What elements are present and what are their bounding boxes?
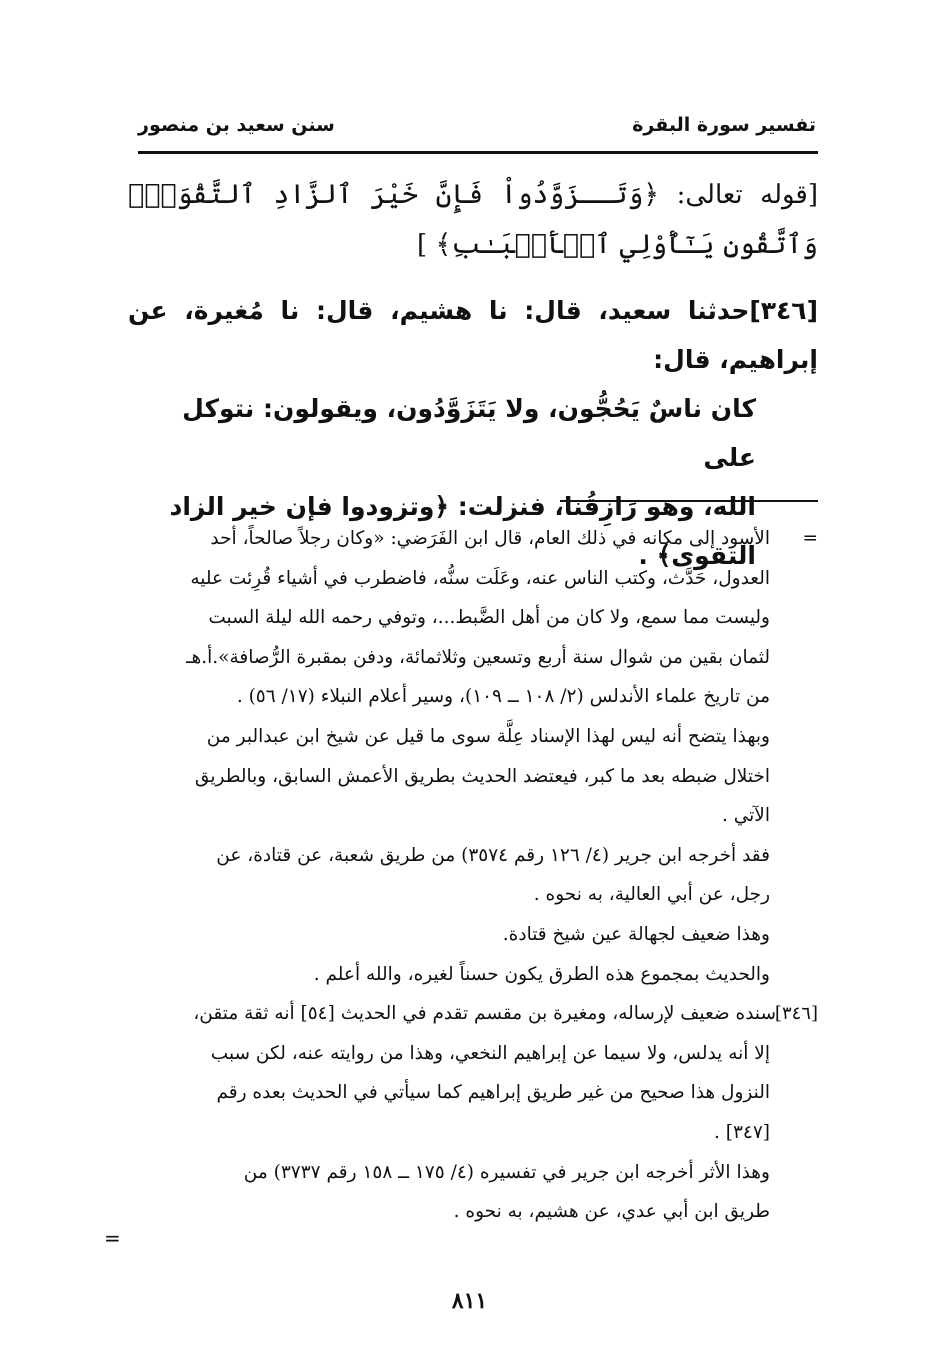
hadith-number: [٣٤٦] [749,296,818,325]
footnote-line: وبهذا يتضح أنه ليس لهذا الإسناد عِلَّة سوى ما قيل عن شيخ ابن عبدالبر من [206,725,770,747]
footnote-line: إلا أنه يدلس، ولا سيما عن إبراهيم النخعي، وهذا من روايته عنه، لكن سبب [210,1042,770,1064]
continuation-mark: = [802,528,818,549]
footnote-line: سنده ضعيف لإرساله، ومغيرة بن مقسم تقدم في الحديث [٥٤] أنه ثقة متقن، [193,1003,776,1025]
verse-close: ] [417,230,428,260]
footnote-line: رجل، عن أبي العالية، به نحوه . [533,884,770,906]
footnotes [128,519,818,1232]
quran-verse-heading [128,170,818,270]
verse-intro: [قوله تعالى: [676,180,819,210]
footnote-line: والحديث بمجموع هذه الطرق يكون حسناً لغيره، والله أعلم . [313,963,770,985]
footnote-line: من تاريخ علماء الأندلس (٢/ ١٠٨ ــ ١٠٩)، وسير أعلام النبلاء (١٧/ ٥٦) . [236,686,770,708]
header-chapter-title: تفسير سورة البقرة [632,114,816,136]
footnote-number: [٣٤٦] [774,1003,818,1025]
hadith-matn-line-3: التقوى﴾ . [638,541,756,570]
hadith-matn-line-2: الله، وهو رَازِقُنا، فنزلت: ﴿وتزودوا فإن خير الزاد [169,492,756,521]
footnote-line: وهذا ضعيف لجهالة عين شيخ قتادة. [502,923,770,945]
footnote-line: فقد أخرجه ابن جرير (٤/ ١٢٦ رقم ٣٥٧٤) من طريق شعبة، عن قتادة، عن [216,844,770,866]
footnote-line: لثمان بقين من شوال سنة أربع وتسعين وثلاثمائة، ودفن بمقبرة الرُّصافة».أ.هـ [186,646,770,668]
footnote-rule [560,500,818,502]
footnote-line: اختلال ضبطه بعد ما كبر، فيعتضد الحديث بطريق الأعمش السابق، وبالطريق [194,765,770,787]
verse-text: ﴿وَتَــزَوَّدُواْ فَإِنَّ خَيْرَ ٱلزَّادِ ٱلتَّقْوَىٰۚ وَٱتَّقُونِ يَـٰٓأُوْلِي ٱلۡأَلۡبَـٰبِ﴾ [128,179,818,260]
hadith-chain-line [128,286,818,384]
footnote-line: وليست مما سمع، ولا كان من أهل الضَّبط...، وتوفي رحمه الله ليلة السبت [208,607,770,629]
footnote-line: وهذا الأثر أخرجه ابن جرير في تفسيره (٤/ ١٧٥ ــ ١٥٨ رقم ٣٧٣٧) من [243,1161,770,1183]
page-number: ٨١١ [451,1288,488,1314]
footnote-line: طريق ابن أبي عدي، عن هشيم، به نحوه . [453,1201,770,1223]
footnote-line: النزول هذا صحيح من غير طريق إبراهيم كما سيأتي في الحديث بعده رقم [216,1082,770,1104]
footnote-346 [128,994,818,1034]
footnote-line: الآتي . [721,805,770,827]
hadith-chain: حدثنا سعيد، قال: نا هشيم، قال: نا مُغيرة، عن إبراهيم، قال: [128,296,818,374]
header-rule [138,151,818,154]
footnote-continuation [128,519,818,994]
footnote-line: العدول، حَدَّث، وكتب الناس عنه، وعَلَت سنُّه، فاضطرب في أشياء قُرِئت عليه [190,567,770,589]
footnote-line: [٣٤٧] . [713,1121,770,1143]
hadith-matn-line-1: كان ناسٌ يَحُجُّون، ولا يَتَزَوَّدُون، ويقولون: نتوكل على [182,394,756,472]
footnote-end-mark: = [104,1226,121,1250]
running-header [138,108,816,142]
header-book-title: سنن سعيد بن منصور [138,114,335,136]
footnote-line: الأسود إلى مكانه في ذلك العام، قال ابن الفَرَضي: «وكان رجلاً صالحاً، أحد [210,528,770,549]
